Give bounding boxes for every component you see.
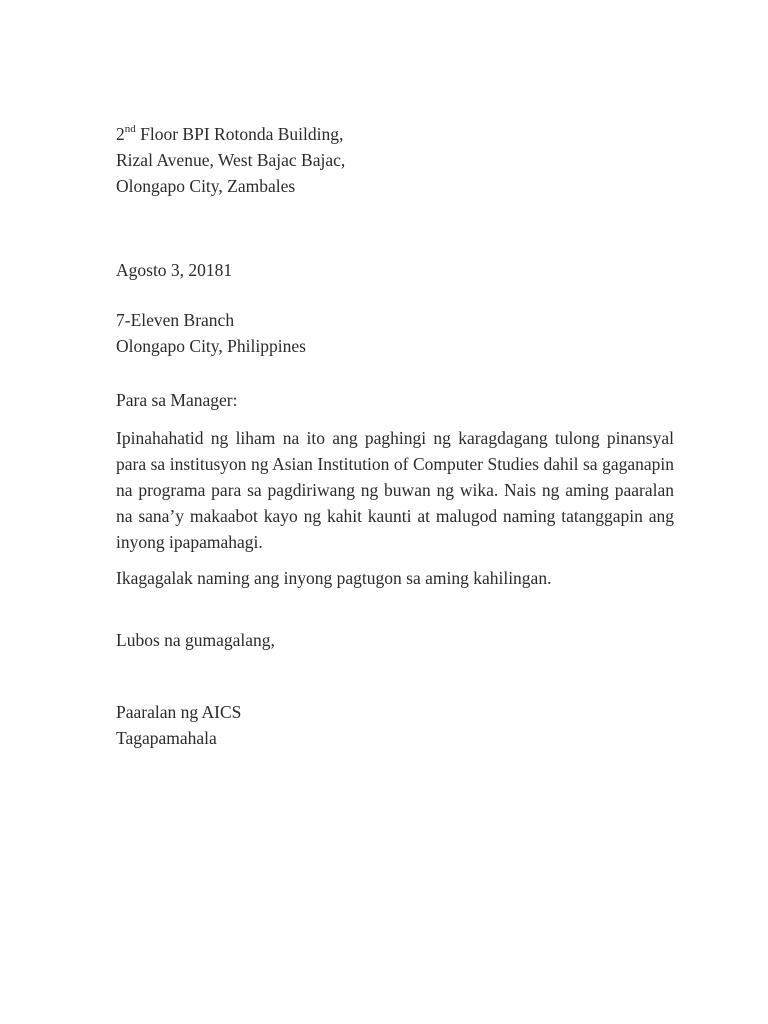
floor-ordinal-suffix: nd	[124, 123, 136, 136]
salutation	[116, 387, 674, 413]
sender-address	[116, 121, 674, 199]
body-paragraph-2-text: Ikagagalak naming ang inyong pagtugon sa aming kahilingan.	[116, 568, 552, 588]
signature-block	[116, 699, 674, 751]
recipient-line-2: Olongapo City, Philippines	[116, 336, 306, 356]
recipient-line-1: 7-Eleven Branch	[116, 310, 235, 330]
body-paragraph-1-text: Ipinahahatid ng liham na ito ang paghingi ng karagdagang tulong pinansyal para sa institusyon ng Asian Institution of Computer Studies dahil sa gaganapin na programa para sa pagdiriwang ng buwan ng wika. Nais ng aming paaralan na sana’y makaabot kayo ng kahit kaunti at malugod naming tatanggapin ang inyong ipapamahagi.	[116, 428, 674, 552]
closing	[116, 627, 674, 653]
sender-address-line-1	[116, 121, 674, 147]
closing-text: Lubos na gumagalang,	[116, 630, 275, 650]
salutation-text: Para sa Manager:	[116, 390, 238, 410]
date-text: Agosto 3, 20181	[116, 260, 233, 280]
floor-number: 2	[116, 124, 125, 144]
signature-line-2: Tagapamahala	[116, 728, 217, 748]
body-paragraph-1	[116, 425, 674, 555]
letter-date	[116, 257, 674, 283]
body-paragraph-2	[116, 565, 674, 591]
recipient-address	[116, 307, 674, 359]
sender-address-building: Floor BPI Rotonda Building,	[135, 124, 344, 144]
signature-line-1: Paaralan ng AICS	[116, 702, 242, 722]
sender-address-line-2: Rizal Avenue, West Bajac Bajac,	[116, 150, 346, 170]
sender-address-line-3: Olongapo City, Zambales	[116, 176, 296, 196]
